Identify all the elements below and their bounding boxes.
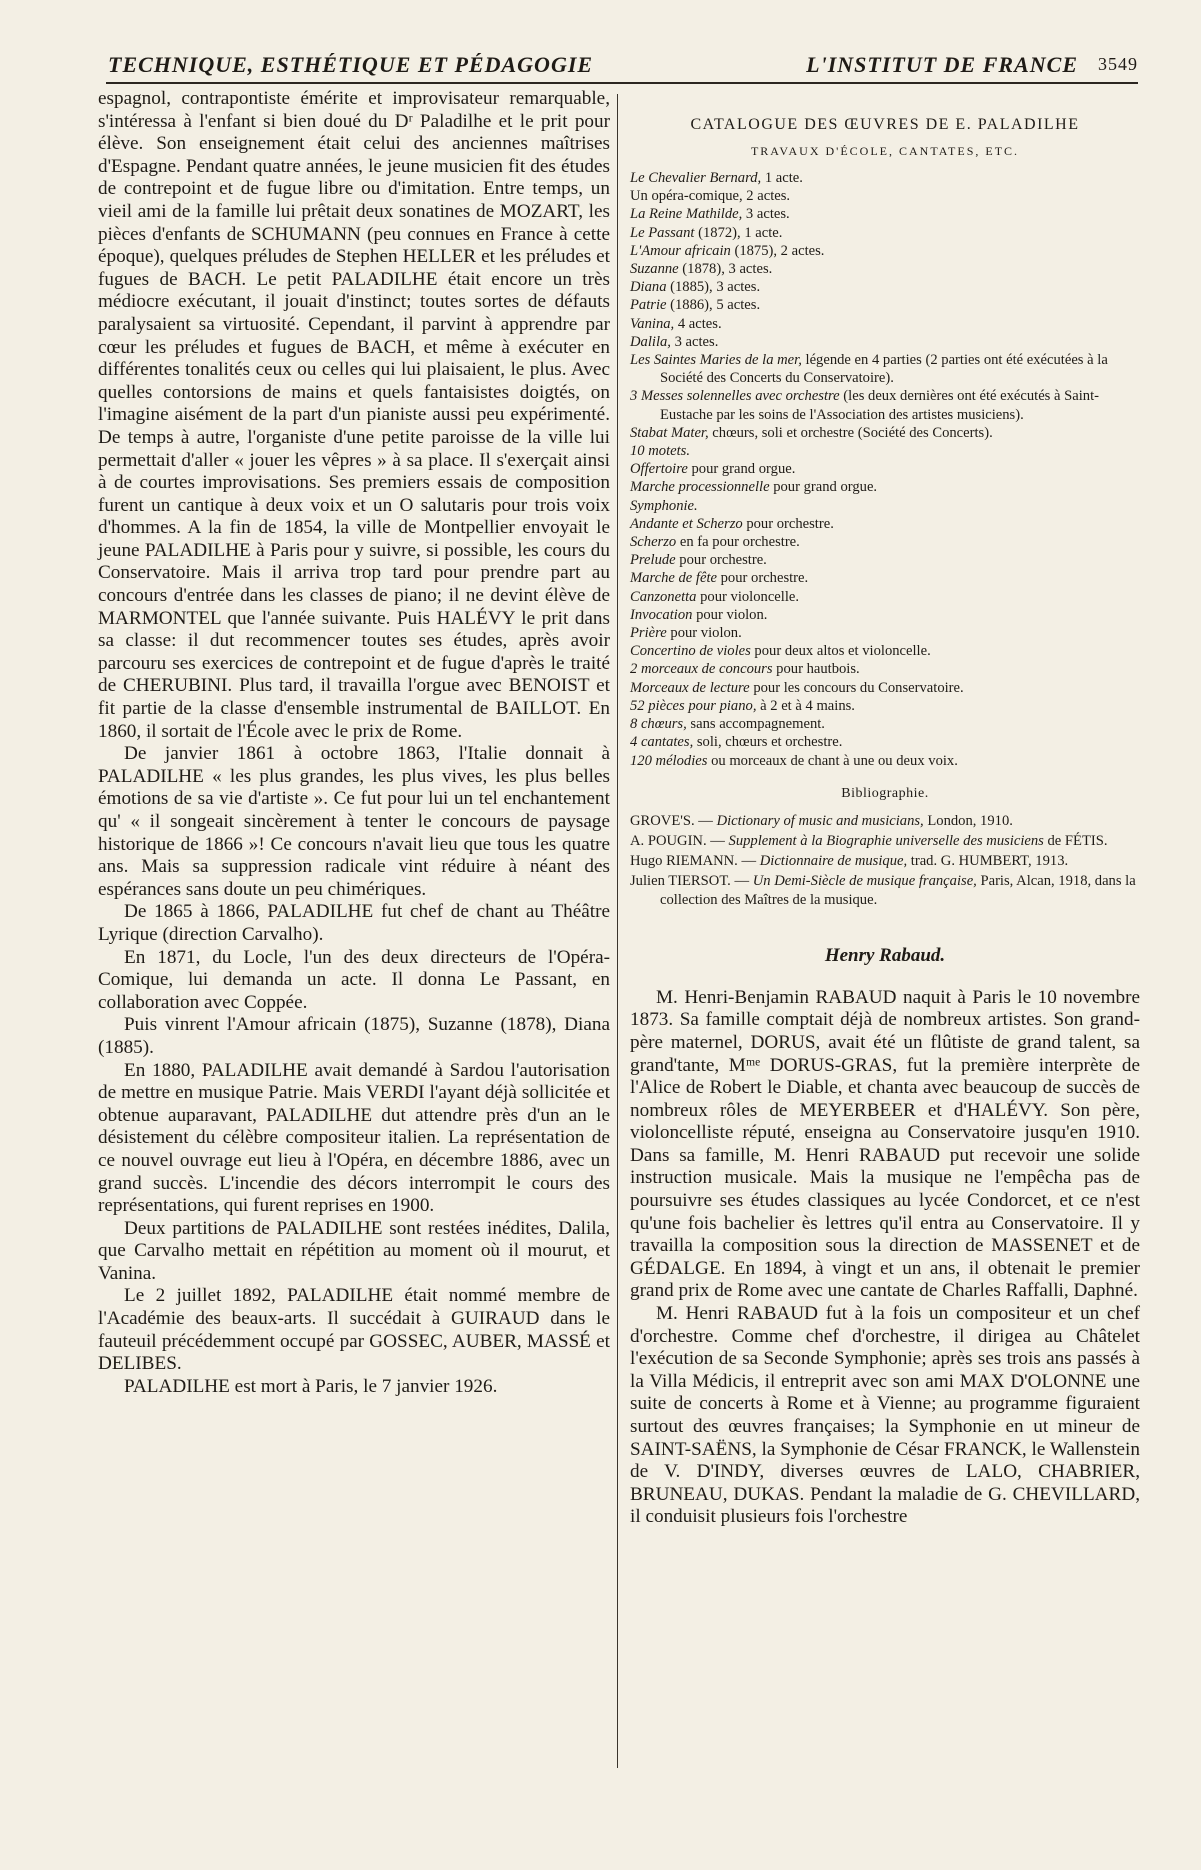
work-details: (1878), 3 actes.: [678, 261, 773, 278]
work-title: 4 cantates,: [630, 734, 694, 751]
work-title: Vanina,: [630, 315, 675, 332]
work-details: chœurs, soli et orchestre (Société des Concerts).: [708, 424, 993, 441]
catalogue-item: [630, 278, 1140, 296]
work-title: Prière: [630, 625, 667, 642]
bibliography-details: Paris, Alcan, 1918, dans la collection des Maîtres de la musique.: [660, 873, 1136, 908]
column-divider: [617, 94, 618, 1768]
bibliography-author: Julien TIERSOT. —: [630, 873, 753, 890]
work-details: sans accompagnement.: [686, 716, 825, 733]
work-title: Le Chevalier Bernard,: [630, 170, 762, 186]
work-details: pour violon.: [666, 625, 742, 642]
bibliography-title: Bibliographie.: [841, 785, 929, 801]
catalogue-title: CATALOGUE DES ŒUVRES DE E. PALADILHE: [690, 116, 1080, 133]
work-title: Morceaux de lecture: [630, 679, 750, 696]
catalogue-item: [630, 660, 1140, 678]
work-title: Symphonie.: [630, 497, 698, 514]
work-title: 8 chœurs,: [630, 716, 687, 733]
catalogue-item: [630, 242, 1140, 260]
work-title: Invocation: [630, 606, 693, 623]
catalogue-subtitle: TRAVAUX D'ÉCOLE, CANTATES, ETC.: [750, 144, 1020, 158]
catalogue-item: [630, 187, 1140, 205]
catalogue-item: [630, 752, 1140, 770]
catalogue-item: [630, 624, 1140, 642]
page-number: 3549: [1098, 54, 1138, 74]
catalogue-item: [630, 642, 1140, 660]
catalogue-item: [630, 733, 1140, 751]
bibliography-details: de FÉTIS.: [1043, 832, 1108, 849]
paragraph: En 1871, du Locle, l'un des deux directeurs de l'Opéra-Comique, lui demanda un acte. Il donna Le Passant, en collaboration avec Coppée.: [98, 946, 610, 1013]
bibliography-work: Dictionary of music and musicians,: [716, 812, 924, 829]
paragraph: Puis vinrent l'Amour africain (1875), Suzanne (1878), Diana (1885).: [98, 1014, 610, 1058]
work-details: pour les concours du Conservatoire.: [749, 679, 964, 696]
bibliography-author: Hugo RIEMANN. —: [630, 853, 760, 870]
catalogue-item: [630, 224, 1140, 242]
catalogue-item: [630, 315, 1140, 333]
catalogue-item: [630, 442, 1140, 460]
work-details: pour grand orgue.: [769, 479, 878, 496]
work-title: Marche de fête: [630, 570, 717, 587]
bibliography-item: [630, 872, 1140, 908]
header-left-title: TECHNIQUE, ESTHÉTIQUE ET PÉDAGOGIE: [108, 52, 594, 77]
work-details: à 2 et à 4 mains.: [756, 697, 855, 714]
work-title: Le Passant: [630, 224, 695, 241]
header-right-title: L'INSTITUT DE FRANCE: [806, 52, 1078, 77]
work-title: Scherzo: [630, 534, 677, 551]
work-title: 52 pièces pour piano,: [630, 697, 757, 714]
work-details: (les deux dernières ont été exécutés à Saint-Eustache par les soins de l'Association des artistes musiciens).: [660, 388, 1099, 423]
paragraph: espagnol, contrapontiste émérite et improvisateur remarquable, s'intéressa à l'enfant si bien doué du Dʳ Paladilhe et le prit pour élève. Son enseignement était celui des anciennes maîtrises d'Espagne. Pendant quatre années, le jeune musicien fit des études de contrepoint et de fugue libre ou d'imitation. Entre temps, un vieil ami de la famille lui prêtait deux sonatines de MOZART, les pièces d'enfants de SCHUMANN (peu connues en France à cette époque), quelques préludes de Stephen HELLER et les préludes et fugues de BACH. Le petit PALADILHE était encore un très médiocre exécutant, il jouait d'instinct; toutes sortes de défauts paralysaient sa virtuosité. Cependant, il parvint à apprendre par cœur les préludes et fugues de BACH, et même à exécuter en différentes tonalités ceux ou celles qui lui plaisaient, le plus. Avec quelles contorsions de mains et quels fantaisistes doigtés, on l'imagine aisément de la part d'un pianiste aussi peu expérimenté. De temps à autre, l'organiste d'une petite paroisse de la ville lui permettait d'aller « jouer les vêpres » à sa place. Il s'exerçait ainsi à de courtes improvisations. Ses premiers essais de composition furent un cantique à deux voix et un O salutaris pour trois voix d'hommes. A la fin de 1854, la ville de Montpellier envoyait le jeune PALADILHE à Paris pour y suivre, si possible, les cours du Conservatoire. Mais il arriva trop tard pour prendre part au concours d'entrée dans les classes de piano; il ne devint élève de MARMONTEL que l'année suivante. Puis HALÉVY le prit dans sa classe: il dut recommencer toutes ses études, après avoir parcouru ses exercices de contrepoint et de fugue d'après le traité de CHERUBINI. Plus tard, il travailla l'orgue avec BENOIST et fit partie de la classe d'ensemble instrumental de BAILLOT. En 1860, il sortait de l'École avec le prix de Rome.: [98, 88, 610, 742]
work-title: 10 motets.: [630, 443, 690, 460]
catalogue-item: [630, 424, 1140, 442]
work-details: pour orchestre.: [742, 515, 834, 532]
work-title: Prelude: [630, 552, 676, 569]
work-title: Les Saintes Maries de la mer,: [630, 352, 802, 369]
work-title: Andante et Scherzo: [630, 515, 743, 532]
bibliography-item: [630, 852, 1140, 870]
bibliography-details: London, 1910.: [923, 812, 1013, 829]
catalogue-item: [630, 478, 1140, 496]
work-details: (1872), 1 acte.: [694, 224, 783, 241]
catalogue-item: [630, 515, 1140, 533]
bibliography-work: Supplement à la Biographie universelle des musiciens: [728, 832, 1044, 849]
work-details: 3 actes.: [670, 333, 719, 350]
catalogue-item: [630, 497, 1140, 515]
catalogue-item: [630, 169, 1140, 187]
work-details: (1875), 2 actes.: [730, 242, 825, 259]
work-details: pour grand orgue.: [687, 461, 796, 478]
work-title: 3 Messes solennelles avec orchestre: [630, 388, 840, 405]
work-details: pour violon.: [692, 606, 768, 623]
paragraph: Le 2 juillet 1892, PALADILHE était nommé membre de l'Académie des beaux-arts. Il succédait à GUIRAUD dans le fauteuil précédemment occupé par GOSSEC, AUBER, MASSÉ et DELIBES.: [98, 1285, 610, 1375]
section-title: Henry Rabaud.: [824, 944, 946, 966]
catalogue-item: [630, 606, 1140, 624]
work-title: Concertino de violes: [630, 643, 751, 660]
catalogue-item: [630, 551, 1140, 569]
catalogue-item: [630, 697, 1140, 715]
work-title: Canzonetta: [630, 588, 697, 605]
bibliography-details: trad. G. HUMBERT, 1913.: [907, 853, 1069, 870]
bibliography-author: A. POUGIN. —: [630, 832, 729, 849]
work-details: soli, chœurs et orchestre.: [693, 734, 843, 751]
work-title: Suzanne: [630, 261, 679, 278]
work-title: Stabat Mater,: [630, 424, 709, 441]
catalogue-item: [630, 351, 1140, 387]
work-details: pour deux altos et violoncelle.: [750, 643, 931, 660]
work-title: Offertoire: [630, 461, 688, 478]
work-title: 120 mélodies: [630, 752, 708, 769]
work-details: (1885), 3 actes.: [666, 279, 761, 296]
work-details: en fa pour orchestre.: [676, 534, 800, 551]
paragraph: De janvier 1861 à octobre 1863, l'Italie donnait à PALADILHE « les plus grandes, les plus vives, les plus belles émotions de sa vie d'artiste ». Ce fut pour lui un tel enchantement qu' « il songeait sincèrement à tenter le concours de paysage historique de 1866 »! Ce concours n'avait lieu que tous les quatre ans. Mais sa suppression radicale vint réduire à néant des espérances sans doute un peu chimériques.: [98, 743, 610, 900]
catalogue-item: [630, 460, 1140, 478]
bibliography-author: GROVE'S. —: [630, 812, 717, 829]
bibliography-item: [630, 812, 1140, 830]
paragraph: Deux partitions de PALADILHE sont restées inédites, Dalila, que Carvalho mettait en répétition au moment où il mourut, et Vanina.: [98, 1217, 610, 1284]
catalogue-item: [630, 569, 1140, 587]
catalogue-item: [630, 387, 1140, 423]
work-details: 4 actes.: [674, 315, 722, 332]
work-title: Marche processionnelle: [630, 479, 770, 496]
catalogue-item: [630, 715, 1140, 733]
work-details: 3 actes.: [742, 206, 790, 223]
right-column: [630, 88, 1140, 1529]
work-details: pour violoncelle.: [696, 588, 800, 605]
catalogue-item: [630, 533, 1140, 551]
catalogue-item: [630, 296, 1140, 314]
work-details: pour hautbois.: [772, 661, 860, 678]
paragraph: PALADILHE est mort à Paris, le 7 janvier 1926.: [124, 1375, 498, 1397]
catalogue-item: [630, 205, 1140, 223]
work-title: 2 morceaux de concours: [630, 661, 773, 678]
work-details: légende en 4 parties (2 parties ont été exécutées à la Société des Concerts du Conservatoire).: [660, 352, 1108, 387]
work-details: ou morceaux de chant à une ou deux voix.: [707, 752, 958, 769]
bibliography-list: [630, 812, 1140, 909]
work-title: Diana: [630, 279, 667, 296]
work-details: 1 acte.: [761, 170, 803, 186]
paragraph: M. Henri-Benjamin RABAUD naquit à Paris le 10 novembre 1873. Sa famille comptait déjà de nombreux artistes. Son grand-père maternel, DORUS, avait été un flûtiste de grand talent, sa grand'tante, Mᵐᵉ DORUS-GRAS, fut la première interprète de l'Alice de Robert le Diable, et chanta avec beaucoup de succès de nombreux rôles de MEYERBEER et d'HALÉVY. Son père, violoncelliste réputé, enseigna au Conservatoire jusqu'en 1910. Dans sa famille, M. Henri RABAUD put recevoir une solide instruction musicale. Mais la musique ne l'empêcha pas de poursuivre ses études classiques au lycée Condorcet, et ce n'est qu'une fois bachelier ès lettres qu'il entra au Conservatoire. Il y travailla la composition sous la direction de MASSENET et de GÉDALGE. En 1894, à vingt et un ans, il obtenait le premier grand prix de Rome avec une cantate de Charles Raffalli, Daphné.: [630, 986, 1140, 1302]
catalogue-item: [630, 260, 1140, 278]
work-details: pour orchestre.: [675, 552, 767, 569]
paragraph: De 1865 à 1866, PALADILHE fut chef de chant au Théâtre Lyrique (direction Carvalho).: [98, 901, 610, 945]
work-title: Patrie: [630, 297, 667, 314]
bibliography-work: Un Demi-Siècle de musique française,: [752, 873, 977, 890]
paragraph: M. Henri RABAUD fut à la fois un compositeur et un chef d'orchestre. Comme chef d'orchestre, il dirigea au Châtelet l'exécution de sa Seconde Symphonie; après ses trois ans passés à la Villa Médicis, il entreprit avec son ami MAX D'OLONNE une suite de concerts à Rome et à Vienne; au programme figuraient surtout des œuvres françaises; la Symphonie en ut mineur de SAINT-SAËNS, la Symphonie de César FRANCK, le Wallenstein de V. D'INDY, diverses œuvres de LALO, CHABRIER, BRUNEAU, DUKAS. Pendant la maladie de G. CHEVILLARD, il conduisit plusieurs fois l'orchestre: [630, 1303, 1140, 1528]
page-header: [106, 48, 1138, 84]
catalogue-item: [630, 333, 1140, 351]
work-details: pour orchestre.: [716, 570, 809, 587]
work-title: La Reine Mathilde,: [630, 206, 743, 223]
work-title: L'Amour africain: [630, 242, 731, 259]
paragraph: En 1880, PALADILHE avait demandé à Sardou l'autorisation de mettre en musique Patrie. Mais VERDI l'ayant déjà sollicitée et obtenue auparavant, PALADILHE dut attendre près d'un an le désistement du célèbre compositeur italien. La représentation de ce nouvel ouvrage eut lieu à l'Opéra, en décembre 1886, avec un grand succès. L'incendie des décors interrompit le cours des représentations, qui furent reprises en 1900.: [98, 1059, 610, 1217]
work-details: Un opéra-comique, 2 actes.: [630, 188, 791, 205]
work-title: Dalila,: [630, 333, 671, 350]
left-column: [98, 88, 610, 1398]
catalogue-item: [630, 679, 1140, 697]
bibliography-item: [630, 832, 1140, 850]
catalogue-list: [630, 169, 1140, 770]
work-details: (1886), 5 actes.: [666, 297, 761, 314]
catalogue-item: [630, 588, 1140, 606]
bibliography-work: Dictionnaire de musique,: [759, 853, 908, 870]
